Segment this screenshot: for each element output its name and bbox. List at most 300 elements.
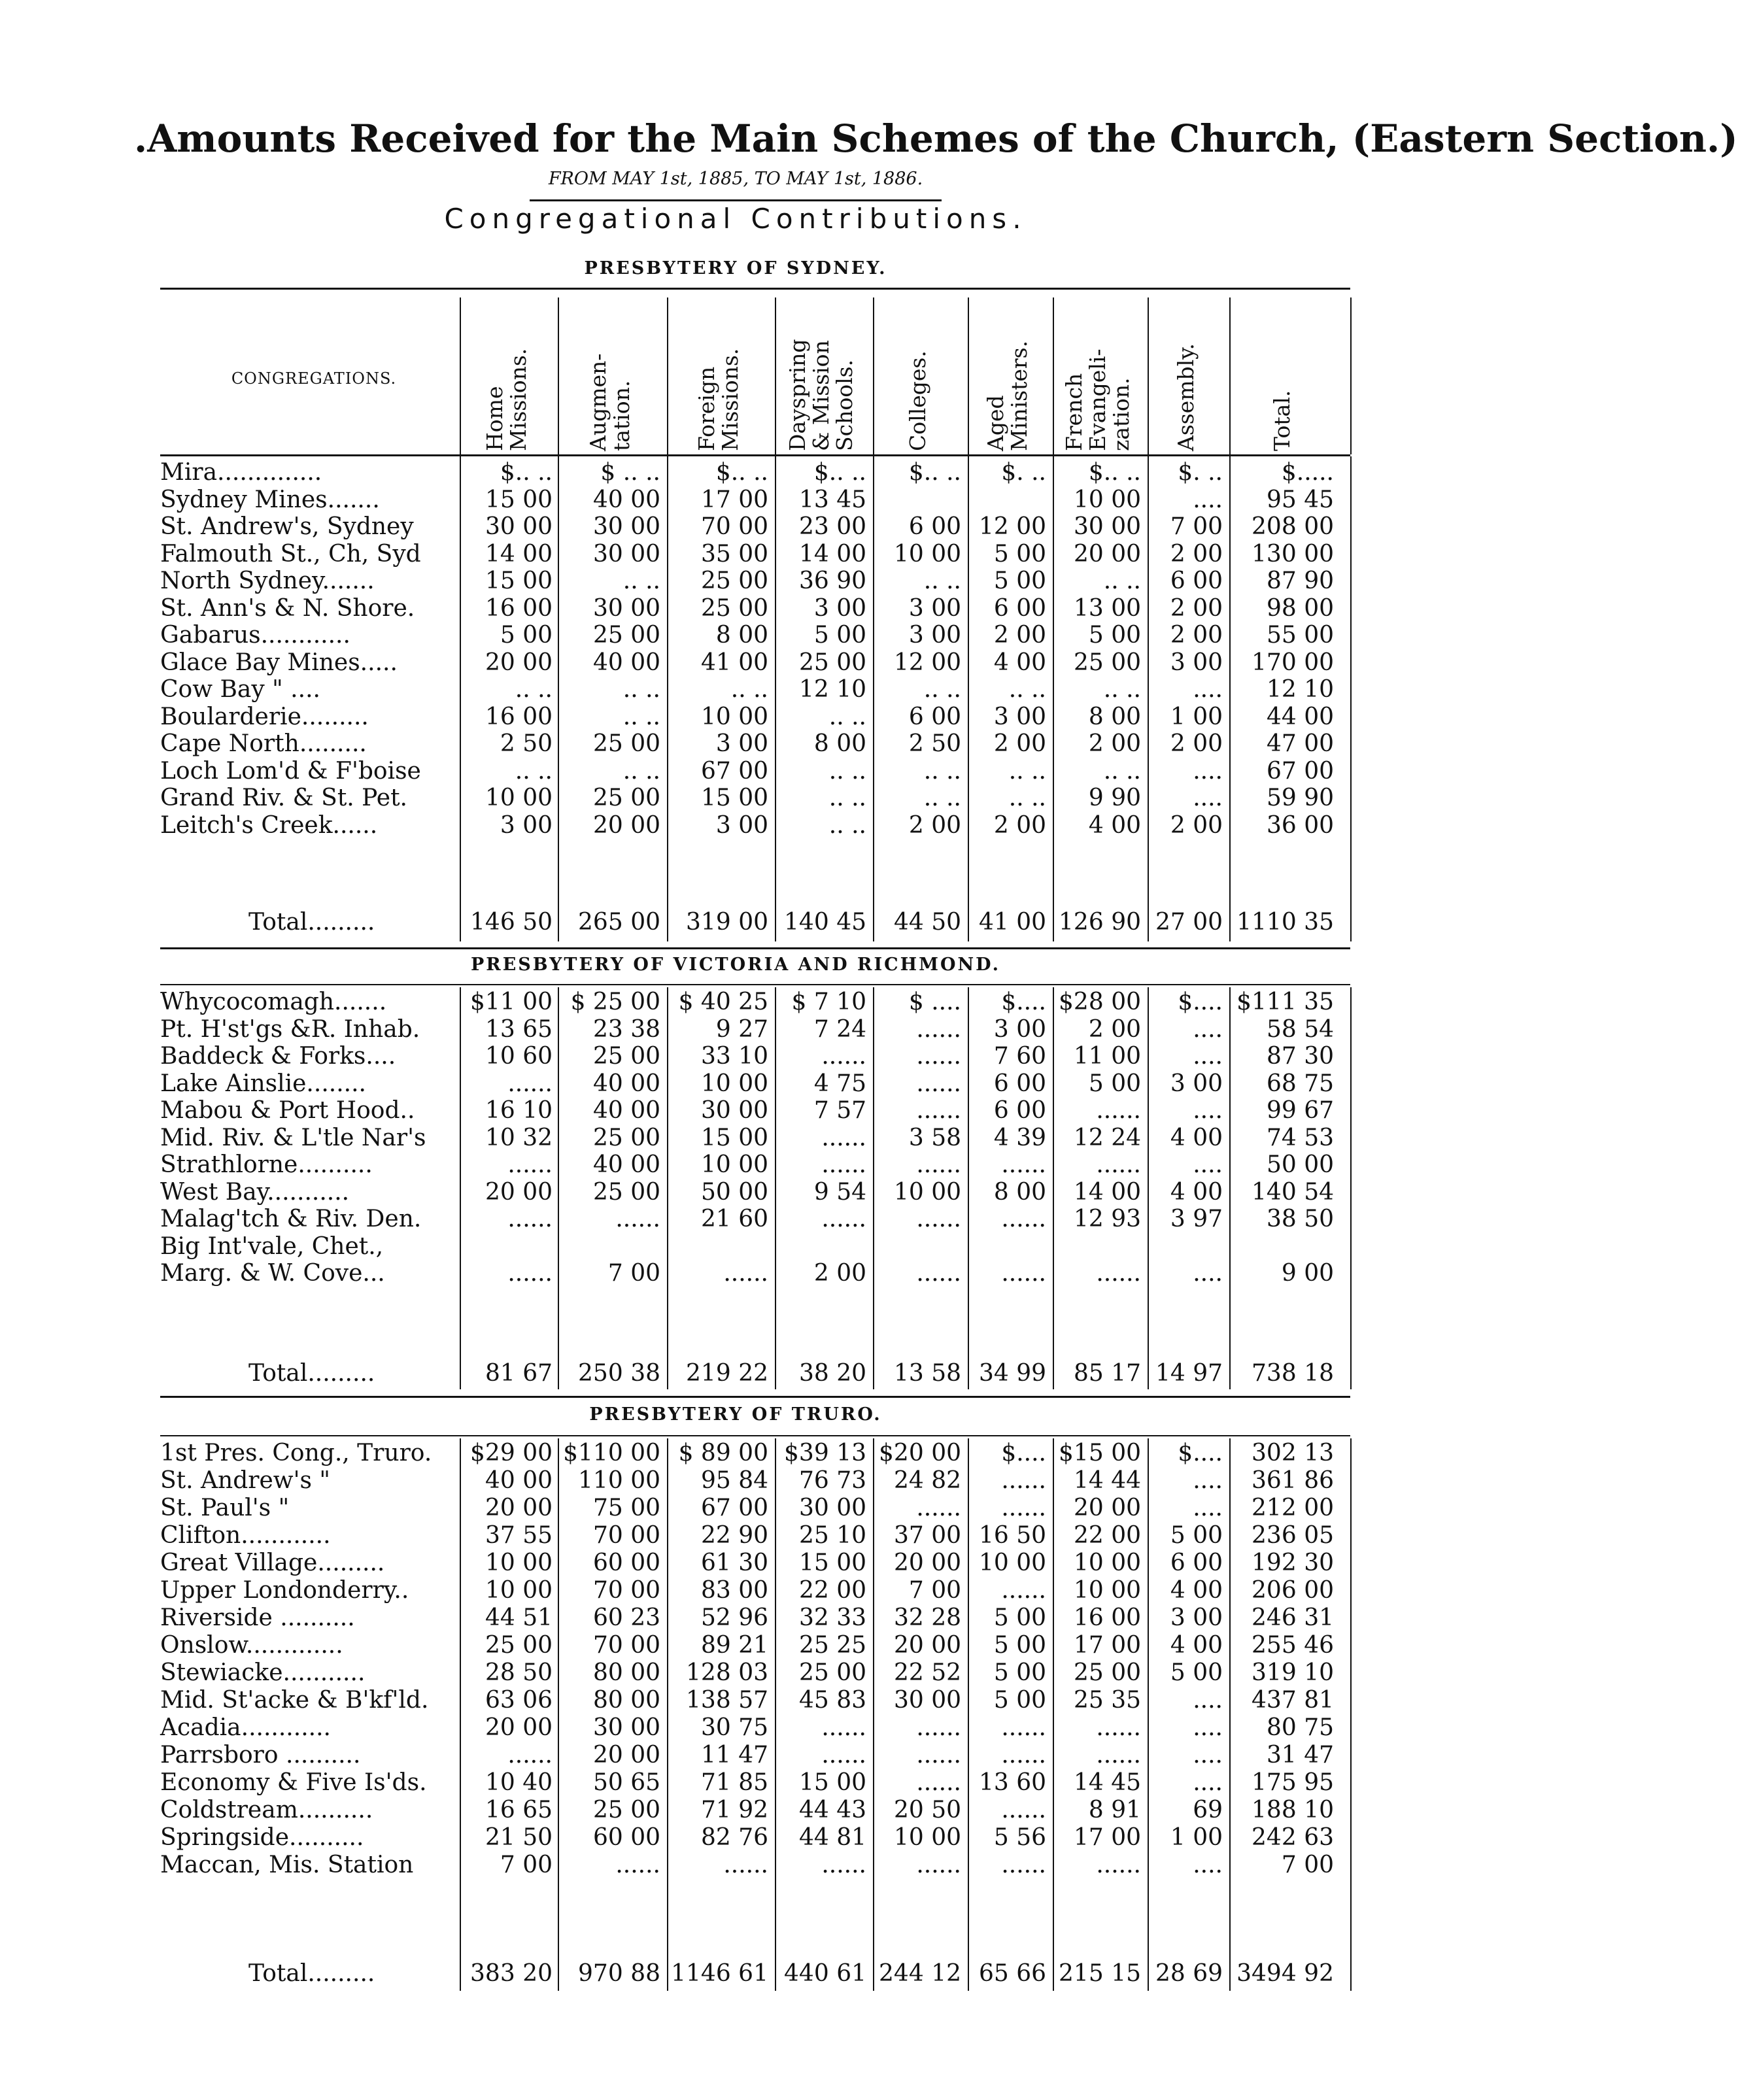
column-header-line: Home	[482, 386, 507, 451]
amount-cell: ......	[1001, 1577, 1046, 1604]
amount-cell: 3 00	[993, 703, 1046, 730]
amount-cell: 47 00	[1266, 730, 1334, 757]
amount-cell: $ 25 00	[570, 989, 660, 1015]
column-header-line: Ministers.	[1006, 340, 1032, 451]
amount-cell: 2 00	[1170, 811, 1223, 839]
amount-cell: 7 00	[1281, 1852, 1334, 1878]
total-label: Total.........	[248, 1360, 375, 1387]
amount-cell: ....	[1193, 1687, 1223, 1714]
amount-cell: 22 52	[893, 1659, 961, 1686]
amount-cell: 5 00	[993, 1659, 1046, 1686]
table-row	[0, 1179, 1471, 1206]
amount-cell: 10 00	[1073, 1550, 1141, 1576]
amount-cell: 67 00	[1266, 757, 1334, 785]
truro-divider-8	[1229, 1438, 1231, 1991]
amount-cell: ......	[507, 1206, 553, 1232]
table-row	[0, 1797, 1471, 1824]
amount-cell: 67 00	[700, 757, 768, 785]
amount-cell: $ .. ..	[600, 459, 660, 486]
amount-cell: 140 54	[1252, 1178, 1334, 1206]
amount-cell: 2 50	[500, 730, 553, 757]
amount-cell: 80 75	[1266, 1714, 1334, 1741]
amount-cell: 319 10	[1252, 1659, 1334, 1686]
amount-cell: 16 10	[485, 1097, 553, 1124]
amount-cell: 10 32	[485, 1124, 553, 1151]
amount-cell: 8 00	[993, 1178, 1046, 1206]
header-divider-3	[775, 297, 776, 454]
amount-cell: 10 60	[485, 1043, 553, 1070]
amount-cell: 87 90	[1266, 567, 1334, 594]
amount-cell: 25 10	[798, 1522, 866, 1549]
amount-cell: ......	[1096, 1742, 1141, 1769]
amount-cell: .. ..	[828, 703, 866, 730]
amount-cell: 20 00	[893, 1632, 961, 1659]
total-row	[0, 1360, 1471, 1387]
sydney-bottom-rule	[160, 947, 1350, 949]
amount-cell: 25 00	[1073, 1659, 1141, 1686]
amount-cell: 3 00	[1170, 649, 1223, 676]
amount-cell: 25 00	[592, 1124, 660, 1151]
amount-cell: 70 00	[700, 513, 768, 540]
total-label: Total.........	[248, 909, 375, 936]
amount-cell: 25 00	[1073, 649, 1141, 676]
total-amount: 146 50	[470, 909, 553, 936]
amount-cell: ......	[916, 1742, 961, 1769]
congregation-name: Leitch's Creek......	[160, 811, 378, 839]
table-row	[0, 1604, 1471, 1632]
amount-cell: 59 90	[1266, 785, 1334, 811]
amount-cell: 52 96	[700, 1604, 768, 1631]
amount-cell: 36 90	[798, 567, 866, 594]
amount-cell: 20 00	[1073, 540, 1141, 567]
amount-cell: 2 00	[813, 1260, 866, 1287]
amount-cell: ......	[1096, 1097, 1141, 1124]
amount-cell: 128 03	[686, 1659, 768, 1686]
presbytery-title-victoria: PRESBYTERY OF VICTORIA AND RICHMOND.	[470, 955, 1001, 975]
congregation-name: Strathlorne..........	[160, 1151, 373, 1178]
congregation-name: Maccan, Mis. Station	[160, 1852, 414, 1878]
amount-cell: .. ..	[622, 703, 660, 730]
amount-cell: 40 00	[592, 649, 660, 676]
amount-cell: 23 38	[592, 1015, 660, 1043]
amount-cell: ......	[1001, 1151, 1046, 1178]
column-header-line: Dayspring	[785, 339, 810, 451]
victoria-divider-0	[460, 987, 461, 1389]
column-header-line: French	[1061, 373, 1087, 451]
amount-cell: ......	[507, 1151, 553, 1178]
column-header-dayspring	[786, 294, 857, 451]
congregation-name: Boularderie.........	[160, 703, 369, 730]
amount-cell: 3 58	[908, 1124, 961, 1151]
congregations-header: CONGREGATIONS.	[231, 369, 397, 388]
amount-cell: $.....	[1281, 459, 1334, 486]
amount-cell: .. ..	[1103, 567, 1141, 594]
amount-cell: ......	[507, 1742, 553, 1769]
congregation-name: 1st Pres. Cong., Truro.	[160, 1440, 432, 1466]
amount-cell: 246 31	[1252, 1604, 1334, 1631]
amount-cell: 71 85	[700, 1769, 768, 1796]
table-row	[0, 595, 1471, 622]
total-amount: 13 58	[893, 1360, 961, 1387]
table-row	[0, 1495, 1471, 1522]
page-subtitle: FROM MAY 1st, 1885, TO MAY 1st, 1886.	[548, 169, 923, 189]
amount-cell: 20 00	[485, 1714, 553, 1741]
table-row	[0, 622, 1471, 649]
amount-cell: 2 00	[1088, 1015, 1141, 1043]
table-row	[0, 1070, 1471, 1098]
amount-cell: 14 00	[798, 540, 866, 567]
victoria-divider-4	[873, 987, 874, 1389]
amount-cell: ....	[1193, 1043, 1223, 1070]
amount-cell: 60 00	[592, 1824, 660, 1851]
amount-cell: .. ..	[1103, 757, 1141, 785]
amount-cell: 9 27	[715, 1015, 768, 1043]
amount-cell: 10 00	[485, 1577, 553, 1604]
amount-cell: 67 00	[700, 1495, 768, 1521]
amount-cell: $....	[1001, 1440, 1046, 1466]
amount-cell: 10 00	[893, 1824, 961, 1851]
amount-cell: 89 21	[700, 1632, 768, 1659]
congregation-name: Riverside ..........	[160, 1604, 355, 1631]
amount-cell: 25 00	[798, 649, 866, 676]
total-amount: 38 20	[798, 1360, 866, 1387]
amount-cell: 15 00	[485, 567, 553, 594]
amount-cell: .. ..	[923, 785, 961, 811]
amount-cell: ....	[1193, 785, 1223, 811]
total-row	[0, 909, 1471, 936]
column-header-line: Evangeli-	[1084, 348, 1110, 451]
congregation-name: Grand Riv. & St. Pet.	[160, 785, 407, 811]
amount-cell: 4 00	[1170, 1632, 1223, 1659]
amount-cell: .. ..	[923, 757, 961, 785]
amount-cell: ......	[615, 1206, 660, 1232]
amount-cell: 4 00	[1170, 1577, 1223, 1604]
amount-cell: 2 00	[1170, 622, 1223, 649]
amount-cell: 40 00	[592, 1070, 660, 1097]
amount-cell: 30 00	[893, 1687, 961, 1714]
congregation-name: Pt. H'st'gs &R. Inhab.	[160, 1015, 420, 1043]
amount-cell: 60 00	[592, 1550, 660, 1576]
amount-cell: 5 00	[813, 622, 866, 649]
amount-cell: 83 00	[700, 1577, 768, 1604]
amount-cell: 4 39	[993, 1124, 1046, 1151]
header-divider-8	[1229, 297, 1231, 454]
amount-cell: 9 54	[813, 1178, 866, 1206]
amount-cell: 3 00	[715, 811, 768, 839]
amount-cell: 33 10	[700, 1043, 768, 1070]
victoria-bottom-rule	[160, 1396, 1350, 1398]
amount-cell: 44 81	[798, 1824, 866, 1851]
total-amount: 440 61	[784, 1960, 866, 1987]
table-row	[0, 1260, 1471, 1287]
amount-cell: 13 60	[978, 1769, 1046, 1796]
amount-cell: 15 00	[798, 1769, 866, 1796]
amount-cell: ......	[1001, 1495, 1046, 1521]
amount-cell: ......	[916, 1714, 961, 1741]
amount-cell: 44 00	[1266, 703, 1334, 730]
page-title: .Amounts Received for the Main Schemes of the Church, (Eastern Section.)	[134, 116, 1738, 161]
amount-cell: 25 00	[592, 785, 660, 811]
amount-cell: $11 00	[470, 989, 553, 1015]
table-row	[0, 1550, 1471, 1577]
amount-cell: .. ..	[1008, 785, 1046, 811]
total-amount: 44 50	[893, 909, 961, 936]
table-row	[0, 1577, 1471, 1604]
amount-cell: $15 00	[1059, 1440, 1141, 1466]
amount-cell: ......	[916, 1852, 961, 1878]
total-amount: 383 20	[470, 1960, 553, 1987]
amount-cell: ......	[916, 1769, 961, 1796]
amount-cell: ....	[1193, 486, 1223, 513]
congregation-name: Great Village.........	[160, 1550, 385, 1576]
amount-cell: 44 51	[485, 1604, 553, 1631]
amount-cell: 13 65	[485, 1015, 553, 1043]
amount-cell: 95 84	[700, 1467, 768, 1494]
amount-cell: 50 65	[592, 1769, 660, 1796]
amount-cell: 11 00	[1073, 1043, 1141, 1070]
amount-cell: 58 54	[1266, 1015, 1334, 1043]
amount-cell: 6 00	[908, 703, 961, 730]
total-amount: 738 18	[1252, 1360, 1334, 1387]
total-amount: 215 15	[1059, 1960, 1141, 1987]
truro-top-rule	[160, 1435, 1350, 1436]
total-amount: 244 12	[879, 1960, 961, 1987]
amount-cell: 4 00	[993, 649, 1046, 676]
column-header-line: Schools.	[832, 359, 857, 451]
amount-cell: 25 00	[700, 594, 768, 622]
amount-cell: 5 00	[1088, 622, 1141, 649]
table-row	[0, 676, 1471, 703]
table-row	[0, 812, 1471, 839]
sydney-divider-3	[775, 456, 776, 941]
header-divider-1	[558, 297, 559, 454]
amount-cell: 8 91	[1088, 1797, 1141, 1823]
amount-cell: .. ..	[622, 757, 660, 785]
amount-cell: 2 00	[1170, 730, 1223, 757]
total-amount: 3494 92	[1236, 1960, 1334, 1987]
amount-cell: 15 00	[485, 486, 553, 513]
amount-cell: 20 00	[592, 811, 660, 839]
amount-cell: ......	[916, 1070, 961, 1097]
amount-cell: 138 57	[686, 1687, 768, 1714]
column-header-augmentation	[587, 294, 634, 451]
congregation-name: Mabou & Port Hood..	[160, 1097, 415, 1124]
congregation-name: Glace Bay Mines.....	[160, 649, 398, 676]
amount-cell: 45 83	[798, 1687, 866, 1714]
table-row	[0, 649, 1471, 677]
congregation-name: St. Ann's & N. Shore.	[160, 594, 415, 622]
amount-cell: 3 00	[993, 1015, 1046, 1043]
amount-cell: 95 45	[1266, 486, 1334, 513]
amount-cell: ......	[507, 1260, 553, 1287]
amount-cell: 1 00	[1170, 703, 1223, 730]
amount-cell: 25 00	[592, 622, 660, 649]
amount-cell: .. ..	[923, 567, 961, 594]
amount-cell: ......	[916, 1260, 961, 1287]
amount-cell: ....	[1193, 1151, 1223, 1178]
table-row	[0, 1151, 1471, 1179]
table-row	[0, 1714, 1471, 1742]
amount-cell: 25 25	[798, 1632, 866, 1659]
amount-cell: 16 00	[1073, 1604, 1141, 1631]
amount-cell: 361 86	[1252, 1467, 1334, 1494]
amount-cell: 98 00	[1266, 594, 1334, 622]
amount-cell: .. ..	[622, 676, 660, 703]
victoria-divider-2	[667, 987, 668, 1389]
amount-cell: 16 65	[485, 1797, 553, 1823]
amount-cell: 16 00	[485, 703, 553, 730]
amount-cell: 16 50	[978, 1522, 1046, 1549]
column-header-line: Assembly.	[1172, 343, 1199, 451]
congregation-name: St. Andrew's "	[160, 1467, 330, 1494]
amount-cell: 110 00	[578, 1467, 660, 1494]
table-row	[0, 1852, 1471, 1879]
amount-cell: ....	[1193, 1097, 1223, 1124]
total-amount: 81 67	[485, 1360, 553, 1387]
truro-divider-5	[968, 1438, 969, 1991]
congregation-name: Baddeck & Forks....	[160, 1043, 396, 1070]
table-row	[0, 758, 1471, 785]
amount-cell: 2 00	[993, 622, 1046, 649]
amount-cell: 30 00	[485, 513, 553, 540]
amount-cell: 10 00	[700, 1070, 768, 1097]
amount-cell: 22 00	[1073, 1522, 1141, 1549]
amount-cell: 20 00	[485, 1178, 553, 1206]
amount-cell: 25 00	[592, 730, 660, 757]
sydney-divider-6	[1053, 456, 1054, 941]
victoria-divider-8	[1229, 987, 1231, 1389]
presbytery-title-sydney: PRESBYTERY OF SYDNEY.	[584, 258, 887, 279]
table-row	[0, 1206, 1471, 1233]
amount-cell: 14 00	[485, 540, 553, 567]
amount-cell: 75 00	[592, 1495, 660, 1521]
amount-cell: 25 00	[700, 567, 768, 594]
amount-cell: 6 00	[1170, 1550, 1223, 1576]
congregation-name: Upper Londonderry..	[160, 1577, 409, 1604]
sydney-divider-0	[460, 456, 461, 941]
amount-cell: ......	[916, 1097, 961, 1124]
amount-cell: 17 00	[700, 486, 768, 513]
amount-cell: $ ....	[908, 989, 961, 1015]
amount-cell: 5 00	[1088, 1070, 1141, 1097]
amount-cell: 35 00	[700, 540, 768, 567]
amount-cell: 70 00	[592, 1522, 660, 1549]
amount-cell: .. ..	[515, 676, 553, 703]
truro-divider-1	[558, 1438, 559, 1991]
heading-rule	[530, 199, 942, 201]
total-amount: 1110 35	[1236, 909, 1334, 936]
column-header-french-evangelization	[1063, 294, 1133, 451]
amount-cell: 80 00	[592, 1687, 660, 1714]
amount-cell: $. ..	[1001, 459, 1046, 486]
amount-cell: 6 00	[993, 1070, 1046, 1097]
amount-cell: ......	[1001, 1852, 1046, 1878]
amount-cell: 8 00	[813, 730, 866, 757]
congregation-name: Lake Ainslie........	[160, 1070, 366, 1097]
amount-cell: ......	[507, 1070, 553, 1097]
amount-cell: 80 00	[592, 1659, 660, 1686]
amount-cell: 21 60	[700, 1206, 768, 1232]
amount-cell: 99 67	[1266, 1097, 1334, 1124]
amount-cell: 20 50	[893, 1797, 961, 1823]
amount-cell: 13 45	[798, 486, 866, 513]
amount-cell: 74 53	[1266, 1124, 1334, 1151]
amount-cell: ......	[821, 1206, 866, 1232]
congregation-name: West Bay...........	[160, 1178, 350, 1206]
amount-cell: $39 13	[784, 1440, 866, 1466]
amount-cell: 38 50	[1266, 1206, 1334, 1232]
amount-cell: 23 00	[798, 513, 866, 540]
amount-cell: 3 00	[1170, 1604, 1223, 1631]
header-bottom-rule	[160, 454, 1350, 456]
total-amount: 1146 61	[671, 1960, 768, 1987]
table-row	[0, 1824, 1471, 1852]
table-row	[0, 1097, 1471, 1125]
amount-cell: 6 00	[1170, 567, 1223, 594]
column-header-line: Foreign	[693, 366, 719, 451]
congregation-name: Sydney Mines.......	[160, 486, 380, 513]
congregation-name: Stewiacke...........	[160, 1659, 366, 1686]
amount-cell: 55 00	[1266, 622, 1334, 649]
congregation-name: Coldstream..........	[160, 1797, 373, 1823]
table-row	[0, 567, 1471, 595]
amount-cell: 31 47	[1266, 1742, 1334, 1769]
amount-cell: 3 00	[908, 622, 961, 649]
amount-cell: 4 75	[813, 1070, 866, 1097]
amount-cell: 50 00	[700, 1178, 768, 1206]
total-amount: 970 88	[578, 1960, 660, 1987]
amount-cell: 5 00	[993, 540, 1046, 567]
amount-cell: 5 56	[993, 1824, 1046, 1851]
amount-cell: .. ..	[1008, 676, 1046, 703]
amount-cell: 6 00	[993, 1097, 1046, 1124]
amount-cell: 170 00	[1252, 649, 1334, 676]
amount-cell: ......	[1001, 1206, 1046, 1232]
column-header-line: Missions.	[717, 348, 743, 451]
congregation-name: Falmouth St., Ch, Syd	[160, 540, 421, 567]
amount-cell: 69	[1193, 1797, 1223, 1823]
congregation-name: Marg. & W. Cove...	[160, 1260, 385, 1287]
amount-cell: 70 00	[592, 1577, 660, 1604]
table-row	[0, 703, 1471, 731]
congregation-name: St. Paul's "	[160, 1495, 290, 1521]
amount-cell: 32 28	[893, 1604, 961, 1631]
amount-cell: 17 00	[1073, 1824, 1141, 1851]
amount-cell: 20 00	[485, 1495, 553, 1521]
amount-cell: 41 00	[700, 649, 768, 676]
amount-cell: 10 00	[893, 1178, 961, 1206]
amount-cell: $....	[1178, 989, 1223, 1015]
amount-cell: ......	[1096, 1260, 1141, 1287]
sydney-divider-7	[1148, 456, 1149, 941]
amount-cell: ......	[1001, 1797, 1046, 1823]
amount-cell: ......	[1096, 1151, 1141, 1178]
table-row	[0, 1769, 1471, 1797]
table-row	[0, 785, 1471, 812]
amount-cell: 20 00	[1073, 1495, 1141, 1521]
amount-cell: ......	[916, 1015, 961, 1043]
amount-cell: 3 00	[1170, 1070, 1223, 1097]
amount-cell: 10 00	[485, 785, 553, 811]
sydney-divider-2	[667, 456, 668, 941]
amount-cell: 7 24	[813, 1015, 866, 1043]
table-row	[0, 1125, 1471, 1152]
table-row	[0, 1687, 1471, 1714]
table-row	[0, 1440, 1471, 1467]
column-header-line: & Mission	[808, 340, 834, 451]
amount-cell: 212 00	[1252, 1495, 1334, 1521]
amount-cell: $.. ..	[500, 459, 553, 486]
